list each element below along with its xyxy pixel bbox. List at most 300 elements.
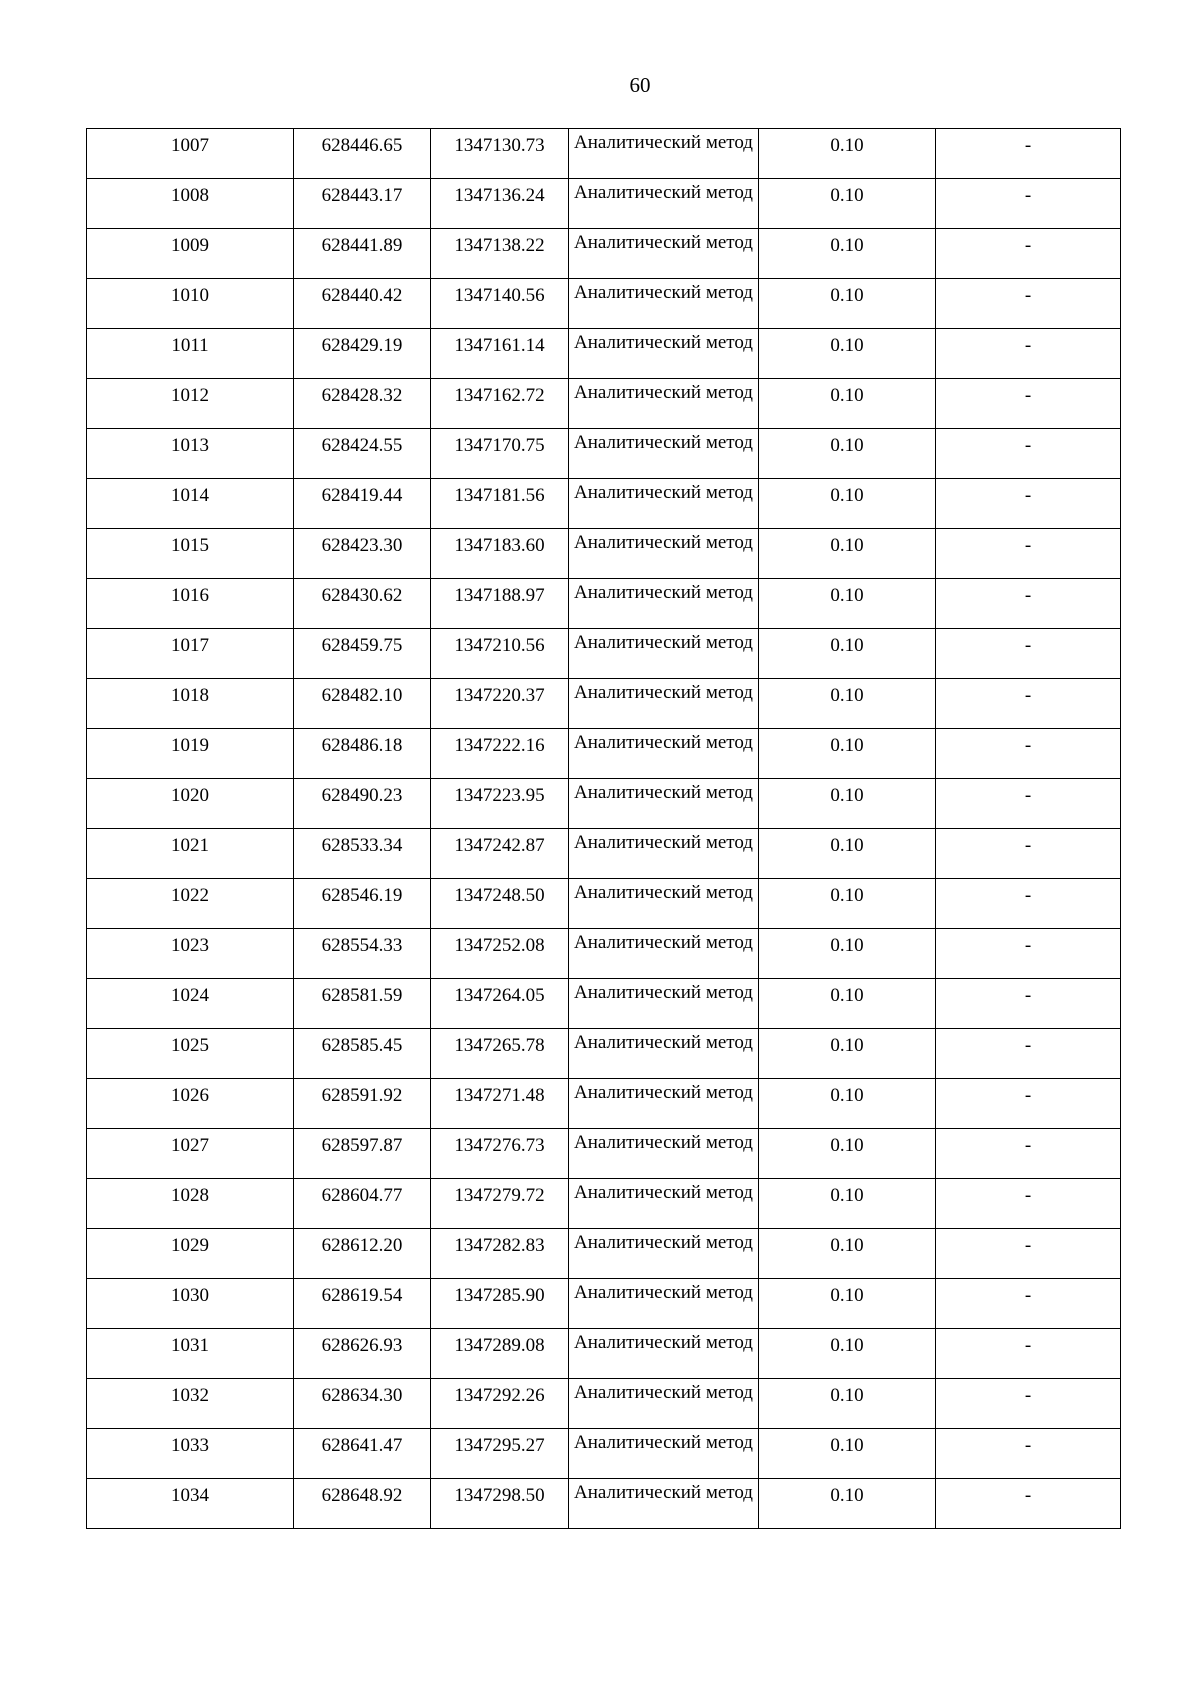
point-number-cell (87, 579, 294, 629)
accuracy-text: 0.10 (830, 1135, 864, 1156)
accuracy-text: 0.10 (830, 235, 864, 256)
note-text: - (1024, 935, 1032, 956)
method-text: Аналитический метод (574, 1082, 753, 1103)
point-number-cell (87, 829, 294, 879)
method-text: Аналитический метод (574, 1432, 753, 1453)
y-coordinate-text: 1347136.24 (454, 185, 545, 206)
method-text: Аналитический метод (574, 1032, 753, 1053)
point-number-cell (87, 329, 294, 379)
y-coordinate-text: 1347282.83 (454, 1235, 545, 1256)
y-coordinate-text: 1347252.08 (454, 935, 545, 956)
note-cell (936, 779, 1121, 829)
y-coordinate-cell (431, 729, 569, 779)
method-cell (569, 279, 759, 329)
y-coordinate-text: 1347289.08 (454, 1335, 545, 1356)
accuracy-cell (759, 1429, 936, 1479)
table-row (87, 1079, 1121, 1129)
table-row (87, 1329, 1121, 1379)
note-cell (936, 1329, 1121, 1379)
y-coordinate-cell (431, 1179, 569, 1229)
note-text: - (1024, 535, 1032, 556)
method-cell (569, 629, 759, 679)
accuracy-text: 0.10 (830, 435, 864, 456)
y-coordinate-cell (431, 179, 569, 229)
point-number-text: 1015 (171, 535, 209, 556)
accuracy-text: 0.10 (830, 1385, 864, 1406)
note-text: - (1024, 1185, 1032, 1206)
accuracy-cell (759, 229, 936, 279)
method-cell (569, 579, 759, 629)
table-row (87, 379, 1121, 429)
point-number-cell (87, 529, 294, 579)
method-text: Аналитический метод (574, 782, 753, 803)
point-number-text: 1012 (171, 385, 209, 406)
table-row (87, 929, 1121, 979)
point-number-text: 1021 (171, 835, 209, 856)
method-text: Аналитический метод (574, 732, 753, 753)
method-text: Аналитический метод (574, 332, 753, 353)
point-number-text: 1008 (171, 185, 209, 206)
point-number-text: 1028 (171, 1185, 209, 1206)
accuracy-text: 0.10 (830, 885, 864, 906)
note-text: - (1024, 385, 1032, 406)
note-text: - (1024, 1085, 1032, 1106)
x-coordinate-text: 628597.87 (321, 1135, 403, 1156)
y-coordinate-cell (431, 1279, 569, 1329)
point-number-text: 1020 (171, 785, 209, 806)
note-cell (936, 129, 1121, 179)
accuracy-text: 0.10 (830, 985, 864, 1006)
point-number-cell (87, 1329, 294, 1379)
x-coordinate-cell (294, 679, 431, 729)
x-coordinate-cell (294, 379, 431, 429)
accuracy-cell (759, 129, 936, 179)
x-coordinate-cell (294, 779, 431, 829)
note-text: - (1024, 835, 1032, 856)
table-row (87, 279, 1121, 329)
point-number-cell (87, 1379, 294, 1429)
table-row (87, 1129, 1121, 1179)
x-coordinate-text: 628423.30 (321, 535, 403, 556)
y-coordinate-text: 1347181.56 (454, 485, 545, 506)
method-text: Аналитический метод (574, 482, 753, 503)
method-text: Аналитический метод (574, 632, 753, 653)
y-coordinate-text: 1347264.05 (454, 985, 545, 1006)
x-coordinate-cell (294, 279, 431, 329)
point-number-text: 1014 (171, 485, 209, 506)
note-cell (936, 1129, 1121, 1179)
x-coordinate-text: 628533.34 (321, 835, 403, 856)
table-row (87, 479, 1121, 529)
point-number-cell (87, 429, 294, 479)
method-text: Аналитический метод (574, 1482, 753, 1503)
note-text: - (1024, 335, 1032, 356)
x-coordinate-text: 628585.45 (321, 1035, 403, 1056)
point-number-text: 1007 (171, 135, 209, 156)
y-coordinate-text: 1347285.90 (454, 1285, 545, 1306)
note-text: - (1024, 285, 1032, 306)
x-coordinate-cell (294, 1429, 431, 1479)
note-text: - (1024, 1285, 1032, 1306)
accuracy-text: 0.10 (830, 1335, 864, 1356)
method-text: Аналитический метод (574, 1132, 753, 1153)
x-coordinate-text: 628591.92 (321, 1085, 403, 1106)
point-number-cell (87, 1129, 294, 1179)
method-text: Аналитический метод (574, 932, 753, 953)
method-text: Аналитический метод (574, 532, 753, 553)
accuracy-text: 0.10 (830, 1435, 864, 1456)
method-text: Аналитический метод (574, 832, 753, 853)
point-number-cell (87, 479, 294, 529)
x-coordinate-text: 628428.32 (321, 385, 403, 406)
accuracy-text: 0.10 (830, 635, 864, 656)
y-coordinate-cell (431, 829, 569, 879)
table-row (87, 829, 1121, 879)
accuracy-cell (759, 1479, 936, 1529)
point-number-text: 1034 (171, 1485, 209, 1506)
note-cell (936, 1179, 1121, 1229)
y-coordinate-cell (431, 1079, 569, 1129)
y-coordinate-cell (431, 779, 569, 829)
table-row (87, 1279, 1121, 1329)
accuracy-cell (759, 929, 936, 979)
y-coordinate-text: 1347271.48 (454, 1085, 545, 1106)
point-number-text: 1025 (171, 1035, 209, 1056)
point-number-cell (87, 729, 294, 779)
y-coordinate-cell (431, 429, 569, 479)
point-number-cell (87, 679, 294, 729)
accuracy-text: 0.10 (830, 685, 864, 706)
x-coordinate-cell (294, 629, 431, 679)
x-coordinate-text: 628641.47 (321, 1435, 403, 1456)
coordinates-table (86, 128, 1121, 1529)
y-coordinate-text: 1347295.27 (454, 1435, 545, 1456)
accuracy-cell (759, 479, 936, 529)
table-row (87, 729, 1121, 779)
table-row (87, 879, 1121, 929)
note-text: - (1024, 485, 1032, 506)
method-cell (569, 1279, 759, 1329)
note-text: - (1024, 235, 1032, 256)
method-cell (569, 229, 759, 279)
accuracy-text: 0.10 (830, 135, 864, 156)
accuracy-cell (759, 829, 936, 879)
x-coordinate-cell (294, 1479, 431, 1529)
point-number-text: 1027 (171, 1135, 209, 1156)
point-number-cell (87, 1229, 294, 1279)
y-coordinate-text: 1347265.78 (454, 1035, 545, 1056)
accuracy-text: 0.10 (830, 585, 864, 606)
y-coordinate-cell (431, 1129, 569, 1179)
y-coordinate-cell (431, 679, 569, 729)
method-text: Аналитический метод (574, 982, 753, 1003)
method-text: Аналитический метод (574, 132, 753, 153)
note-cell (936, 1429, 1121, 1479)
point-number-text: 1019 (171, 735, 209, 756)
x-coordinate-cell (294, 579, 431, 629)
method-cell (569, 679, 759, 729)
point-number-text: 1023 (171, 935, 209, 956)
y-coordinate-text: 1347248.50 (454, 885, 545, 906)
accuracy-text: 0.10 (830, 835, 864, 856)
point-number-cell (87, 1079, 294, 1129)
method-cell (569, 379, 759, 429)
y-coordinate-text: 1347183.60 (454, 535, 545, 556)
x-coordinate-cell (294, 329, 431, 379)
accuracy-text: 0.10 (830, 485, 864, 506)
method-cell (569, 1029, 759, 1079)
y-coordinate-cell (431, 1479, 569, 1529)
x-coordinate-cell (294, 1079, 431, 1129)
y-coordinate-cell (431, 279, 569, 329)
method-cell (569, 779, 759, 829)
note-cell (936, 829, 1121, 879)
point-number-text: 1013 (171, 435, 209, 456)
y-coordinate-text: 1347188.97 (454, 585, 545, 606)
accuracy-cell (759, 1079, 936, 1129)
x-coordinate-text: 628430.62 (321, 585, 403, 606)
table-body (87, 129, 1121, 1529)
method-cell (569, 179, 759, 229)
y-coordinate-text: 1347161.14 (454, 335, 545, 356)
accuracy-text: 0.10 (830, 735, 864, 756)
point-number-cell (87, 1479, 294, 1529)
note-cell (936, 479, 1121, 529)
method-cell (569, 729, 759, 779)
note-cell (936, 879, 1121, 929)
x-coordinate-text: 628619.54 (321, 1285, 403, 1306)
accuracy-cell (759, 729, 936, 779)
y-coordinate-text: 1347292.26 (454, 1385, 545, 1406)
table-row (87, 1379, 1121, 1429)
point-number-cell (87, 129, 294, 179)
x-coordinate-cell (294, 129, 431, 179)
y-coordinate-text: 1347138.22 (454, 235, 545, 256)
y-coordinate-text: 1347210.56 (454, 635, 545, 656)
accuracy-cell (759, 679, 936, 729)
point-number-text: 1010 (171, 285, 209, 306)
x-coordinate-text: 628546.19 (321, 885, 403, 906)
x-coordinate-text: 628419.44 (321, 485, 403, 506)
x-coordinate-text: 628482.10 (321, 685, 403, 706)
method-text: Аналитический метод (574, 682, 753, 703)
accuracy-text: 0.10 (830, 785, 864, 806)
x-coordinate-cell (294, 1379, 431, 1429)
note-cell (936, 579, 1121, 629)
table-row (87, 179, 1121, 229)
table-row (87, 779, 1121, 829)
table-row (87, 429, 1121, 479)
accuracy-text: 0.10 (830, 385, 864, 406)
method-text: Аналитический метод (574, 232, 753, 253)
method-cell (569, 1479, 759, 1529)
accuracy-text: 0.10 (830, 1085, 864, 1106)
note-text: - (1024, 1385, 1032, 1406)
y-coordinate-cell (431, 529, 569, 579)
note-text: - (1024, 1035, 1032, 1056)
method-cell (569, 329, 759, 379)
note-cell (936, 929, 1121, 979)
y-coordinate-text: 1347276.73 (454, 1135, 545, 1156)
x-coordinate-cell (294, 1329, 431, 1379)
y-coordinate-text: 1347220.37 (454, 685, 545, 706)
point-number-text: 1016 (171, 585, 209, 606)
y-coordinate-cell (431, 1429, 569, 1479)
method-text: Аналитический метод (574, 382, 753, 403)
note-text: - (1024, 1435, 1032, 1456)
y-coordinate-cell (431, 929, 569, 979)
table-row (87, 1429, 1121, 1479)
accuracy-cell (759, 529, 936, 579)
note-cell (936, 279, 1121, 329)
method-cell (569, 1229, 759, 1279)
point-number-cell (87, 1429, 294, 1479)
y-coordinate-cell (431, 1379, 569, 1429)
accuracy-cell (759, 1179, 936, 1229)
x-coordinate-text: 628612.20 (321, 1235, 403, 1256)
method-cell (569, 1179, 759, 1229)
method-text: Аналитический метод (574, 282, 753, 303)
accuracy-cell (759, 179, 936, 229)
point-number-text: 1029 (171, 1235, 209, 1256)
point-number-cell (87, 629, 294, 679)
point-number-cell (87, 1029, 294, 1079)
accuracy-text: 0.10 (830, 535, 864, 556)
point-number-text: 1017 (171, 635, 209, 656)
method-cell (569, 829, 759, 879)
point-number-text: 1022 (171, 885, 209, 906)
note-text: - (1024, 1485, 1032, 1506)
method-text: Аналитический метод (574, 1282, 753, 1303)
accuracy-text: 0.10 (830, 935, 864, 956)
point-number-text: 1030 (171, 1285, 209, 1306)
y-coordinate-cell (431, 379, 569, 429)
method-text: Аналитический метод (574, 582, 753, 603)
table-row (87, 1229, 1121, 1279)
point-number-cell (87, 179, 294, 229)
x-coordinate-text: 628634.30 (321, 1385, 403, 1406)
note-cell (936, 679, 1121, 729)
note-text: - (1024, 1135, 1032, 1156)
note-text: - (1024, 985, 1032, 1006)
table-row (87, 629, 1121, 679)
method-text: Аналитический метод (574, 182, 753, 203)
accuracy-cell (759, 1329, 936, 1379)
method-text: Аналитический метод (574, 1182, 753, 1203)
accuracy-cell (759, 1279, 936, 1329)
y-coordinate-cell (431, 629, 569, 679)
accuracy-cell (759, 379, 936, 429)
note-text: - (1024, 1235, 1032, 1256)
point-number-cell (87, 979, 294, 1029)
x-coordinate-text: 628459.75 (321, 635, 403, 656)
method-cell (569, 979, 759, 1029)
note-cell (936, 229, 1121, 279)
table-row (87, 1029, 1121, 1079)
x-coordinate-text: 628490.23 (321, 785, 403, 806)
x-coordinate-cell (294, 229, 431, 279)
y-coordinate-cell (431, 129, 569, 179)
accuracy-text: 0.10 (830, 335, 864, 356)
y-coordinate-cell (431, 1329, 569, 1379)
point-number-text: 1026 (171, 1085, 209, 1106)
accuracy-cell (759, 279, 936, 329)
y-coordinate-cell (431, 979, 569, 1029)
x-coordinate-cell (294, 879, 431, 929)
note-cell (936, 1379, 1121, 1429)
x-coordinate-text: 628424.55 (321, 435, 403, 456)
method-text: Аналитический метод (574, 1332, 753, 1353)
note-cell (936, 329, 1121, 379)
note-text: - (1024, 635, 1032, 656)
x-coordinate-cell (294, 729, 431, 779)
x-coordinate-cell (294, 979, 431, 1029)
accuracy-cell (759, 579, 936, 629)
note-text: - (1024, 185, 1032, 206)
point-number-cell (87, 1279, 294, 1329)
accuracy-cell (759, 1029, 936, 1079)
x-coordinate-text: 628554.33 (321, 935, 403, 956)
accuracy-cell (759, 879, 936, 929)
accuracy-text: 0.10 (830, 285, 864, 306)
accuracy-cell (759, 1129, 936, 1179)
y-coordinate-text: 1347279.72 (454, 1185, 545, 1206)
note-text: - (1024, 135, 1032, 156)
note-cell (936, 1029, 1121, 1079)
point-number-text: 1033 (171, 1435, 209, 1456)
accuracy-cell (759, 429, 936, 479)
method-text: Аналитический метод (574, 432, 753, 453)
point-number-cell (87, 779, 294, 829)
method-cell (569, 429, 759, 479)
x-coordinate-cell (294, 1229, 431, 1279)
x-coordinate-cell (294, 1179, 431, 1229)
note-text: - (1024, 435, 1032, 456)
note-cell (936, 1279, 1121, 1329)
x-coordinate-text: 628626.93 (321, 1335, 403, 1356)
y-coordinate-cell (431, 479, 569, 529)
accuracy-text: 0.10 (830, 1035, 864, 1056)
accuracy-cell (759, 1229, 936, 1279)
y-coordinate-text: 1347298.50 (454, 1485, 545, 1506)
accuracy-cell (759, 979, 936, 1029)
y-coordinate-cell (431, 329, 569, 379)
note-text: - (1024, 1335, 1032, 1356)
y-coordinate-text: 1347130.73 (454, 135, 545, 156)
note-text: - (1024, 735, 1032, 756)
x-coordinate-text: 628441.89 (321, 235, 403, 256)
point-number-text: 1032 (171, 1385, 209, 1406)
method-cell (569, 1329, 759, 1379)
x-coordinate-cell (294, 1129, 431, 1179)
accuracy-cell (759, 779, 936, 829)
method-cell (569, 1429, 759, 1479)
method-cell (569, 479, 759, 529)
note-text: - (1024, 585, 1032, 606)
note-cell (936, 379, 1121, 429)
accuracy-cell (759, 629, 936, 679)
table-row (87, 979, 1121, 1029)
note-text: - (1024, 685, 1032, 706)
y-coordinate-cell (431, 229, 569, 279)
table-row (87, 529, 1121, 579)
x-coordinate-cell (294, 929, 431, 979)
note-cell (936, 1479, 1121, 1529)
x-coordinate-cell (294, 179, 431, 229)
x-coordinate-cell (294, 429, 431, 479)
point-number-cell (87, 379, 294, 429)
point-number-text: 1024 (171, 985, 209, 1006)
